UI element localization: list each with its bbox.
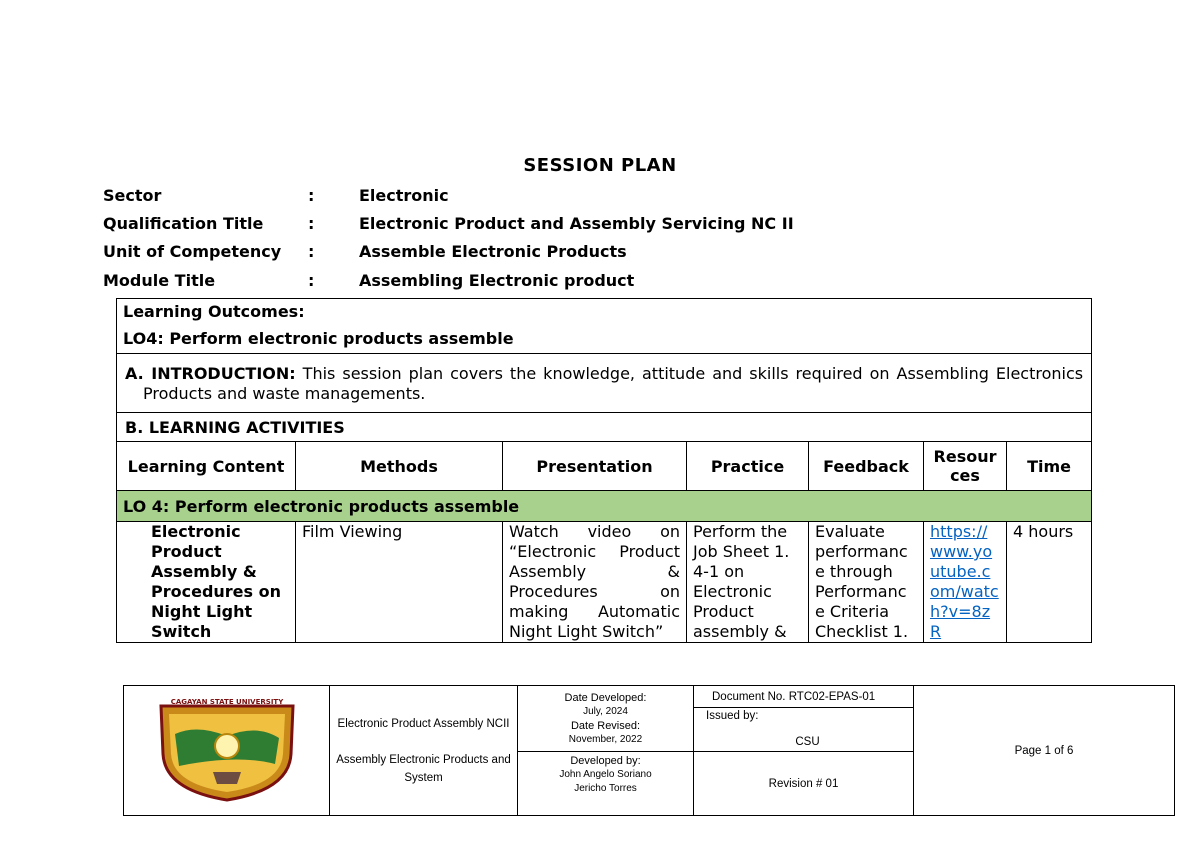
- cell-methods: Film Viewing: [296, 522, 503, 643]
- introduction-cell: [117, 354, 1092, 413]
- page-title: SESSION PLAN: [523, 155, 677, 176]
- header-value: Assembling Electronic product: [359, 271, 635, 290]
- issued-by: CSU: [795, 736, 820, 748]
- university-logo: [157, 694, 297, 804]
- cell-resources: [924, 522, 1007, 643]
- header-colon: :: [308, 271, 315, 290]
- footer-table: [123, 685, 1175, 816]
- col-learning-content: Learning Content: [117, 442, 296, 491]
- date-developed: July, 2024: [583, 705, 628, 717]
- header-colon: :: [308, 214, 315, 233]
- col-feedback: Feedback: [809, 442, 924, 491]
- developed-by-label: Developed by:: [570, 755, 641, 767]
- col-presentation: Presentation: [503, 442, 687, 491]
- section-title: LO 4: Perform electronic products assemble: [117, 491, 1092, 522]
- developer-2: Jericho Torres: [574, 783, 637, 794]
- cell-learning-content: Electronic Product Assembly & Procedures on Night Light Switch: [117, 522, 296, 643]
- introduction-label: A. INTRODUCTION:: [125, 364, 296, 383]
- revision: Revision # 01: [694, 752, 914, 816]
- learning-outcomes-heading: Learning Outcomes:: [123, 302, 305, 321]
- header-colon: :: [308, 186, 315, 205]
- learning-outcome-lo4: LO4: Perform electronic products assemble: [123, 329, 514, 348]
- dates-cell: [518, 686, 694, 752]
- university-logo-cell: [124, 686, 330, 816]
- course-cell: [330, 686, 518, 816]
- col-methods: Methods: [296, 442, 503, 491]
- header-label: Qualification Title: [103, 214, 264, 233]
- header-value: Electronic: [359, 186, 449, 205]
- introduction-text: This session plan covers the knowledge, attitude and skills required on Assembling Electronics Products and waste managements.: [143, 364, 1084, 403]
- issued-by-cell: [694, 708, 914, 752]
- developer-1: John Angelo Soriano: [559, 769, 652, 780]
- cell-feedback: Evaluate performanc e through Performanc e Criteria Checklist 1.: [809, 522, 924, 643]
- date-developed-label: Date Developed:: [564, 691, 647, 704]
- header-value: Electronic Product and Assembly Servicing NC II: [359, 214, 794, 233]
- table-row: [117, 522, 1092, 643]
- document-no: Document No. RTC02-EPAS-01: [694, 686, 914, 708]
- developed-by-cell: [518, 752, 694, 816]
- page-number: Page 1 of 6: [914, 686, 1175, 816]
- header-label: Unit of Competency: [103, 242, 282, 261]
- header-colon: :: [308, 242, 315, 261]
- university-name: CAGAYAN STATE UNIVERSITY: [170, 698, 283, 706]
- header-label: Sector: [103, 186, 162, 205]
- header-value: Assemble Electronic Products: [359, 242, 627, 261]
- col-practice: Practice: [687, 442, 809, 491]
- header-label: Module Title: [103, 271, 216, 290]
- cell-practice: Perform the Job Sheet 1. 4-1 on Electronic Product assembly &: [687, 522, 809, 643]
- learning-outcomes-cell: [117, 299, 1092, 354]
- col-time: Time: [1007, 442, 1092, 491]
- course-line2: Assembly Electronic Products and System: [336, 753, 511, 784]
- issued-by-label: Issued by:: [706, 710, 759, 722]
- cell-presentation: Watch video on “Electronic Product Assembly & Procedures on making Automatic Night Light Switch”: [503, 522, 687, 643]
- date-revised-label: Date Revised:: [570, 719, 641, 732]
- activities-heading: B. LEARNING ACTIVITIES: [117, 413, 1092, 442]
- cell-time: 4 hours: [1007, 522, 1092, 643]
- date-revised: November, 2022: [568, 733, 643, 745]
- session-plan-table: [116, 298, 1092, 643]
- course-line1: Electronic Product Assembly NCII: [337, 717, 510, 730]
- col-resources: Resour ces: [924, 442, 1007, 491]
- resource-link[interactable]: https://www.youtube.com/watch?v=8zR: [930, 522, 999, 641]
